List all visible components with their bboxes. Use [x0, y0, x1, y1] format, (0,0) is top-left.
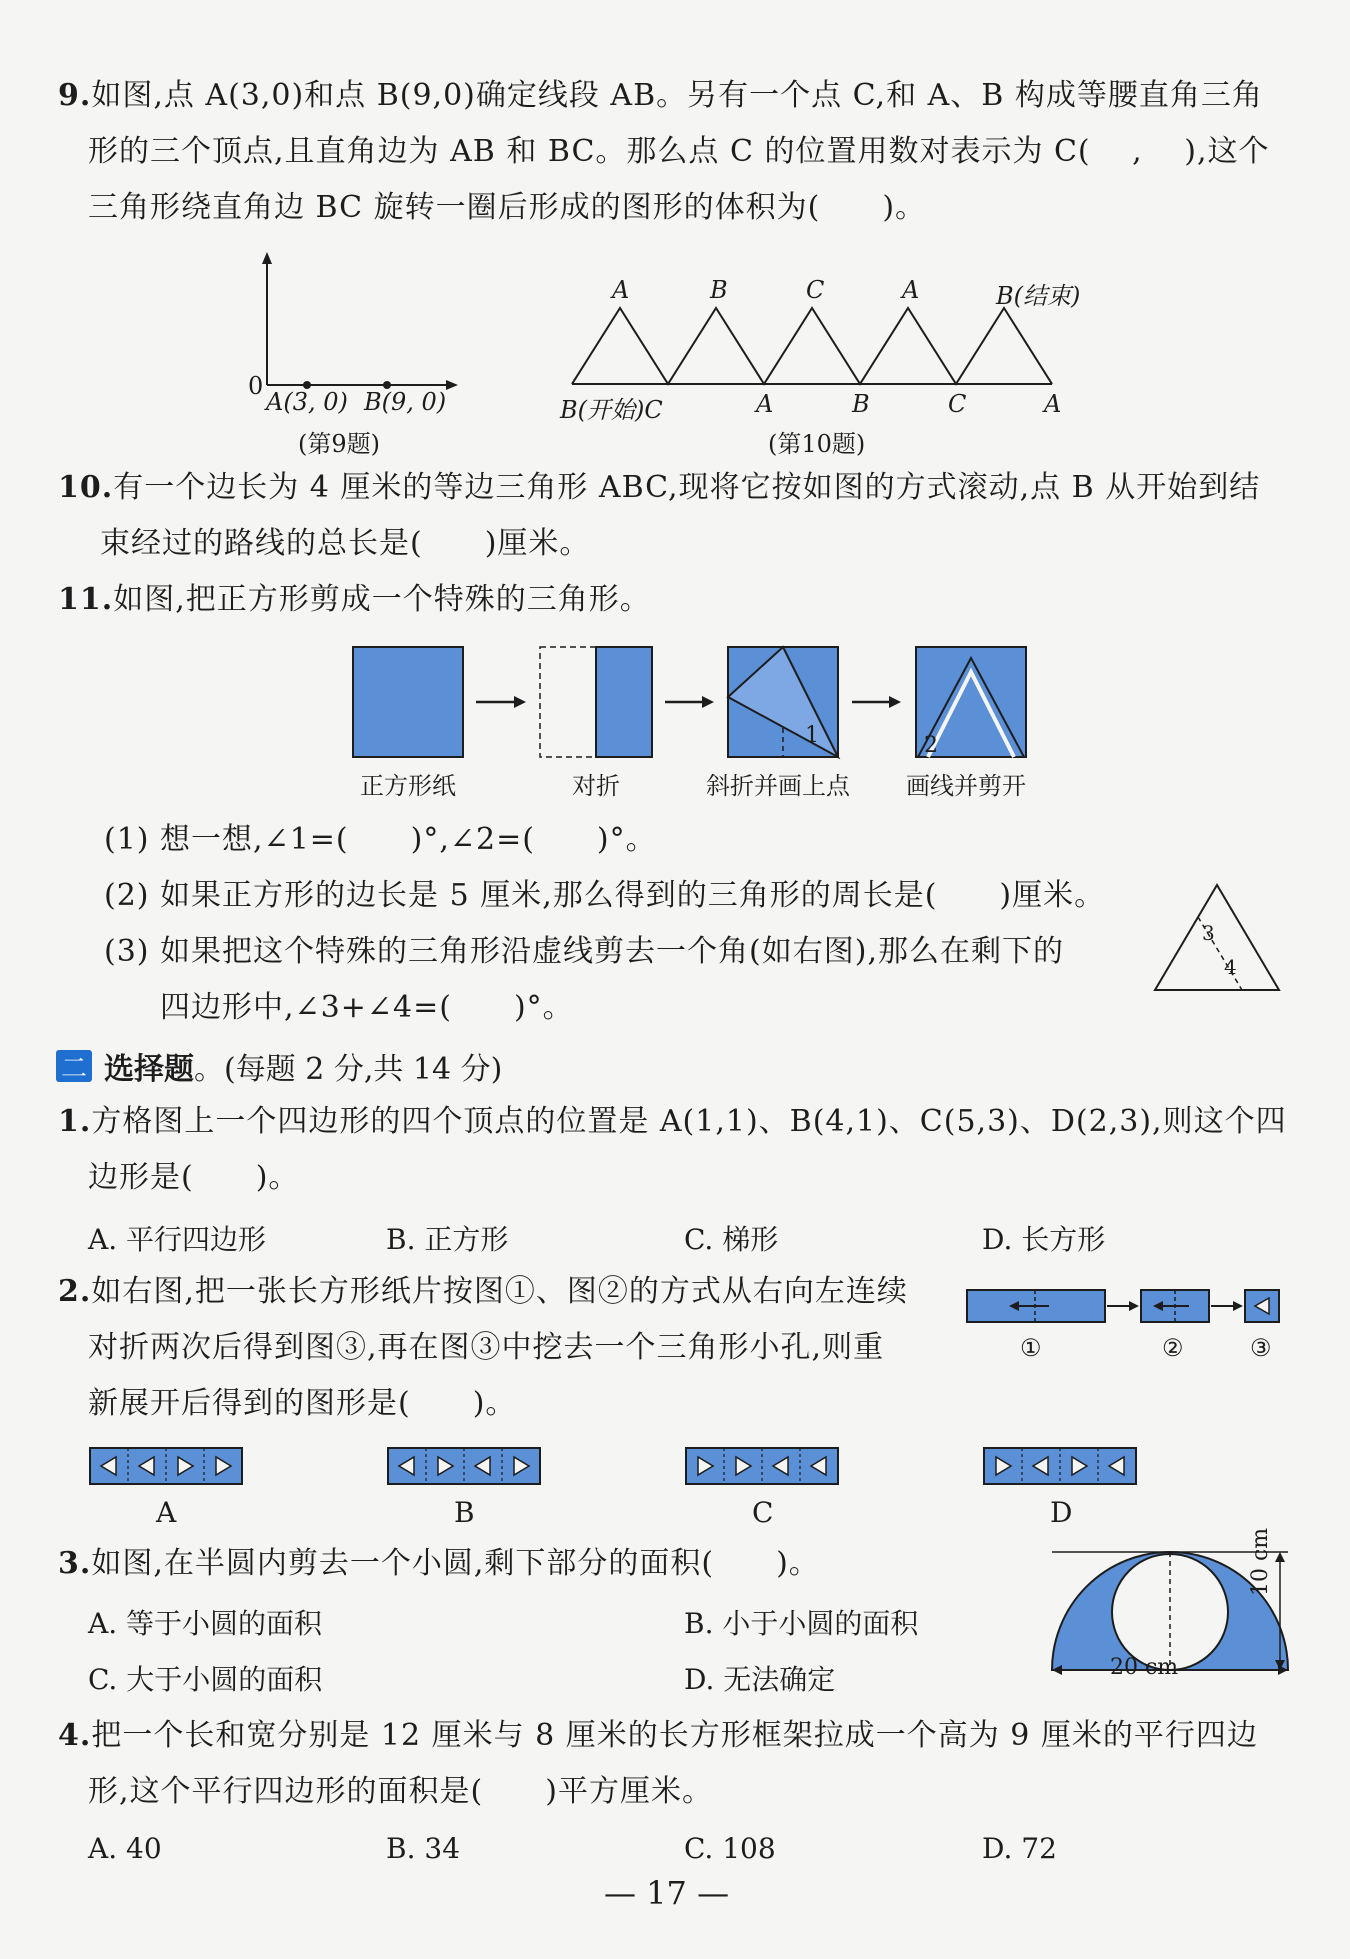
square-paper [353, 647, 463, 757]
fig10-top-5: B(结束) [996, 282, 1081, 310]
angle-3-label: 3 [1202, 921, 1215, 945]
c3-option-c[interactable]: C. 大于小圆的面积 [88, 1663, 323, 1696]
fig10-top-4: A [902, 276, 920, 304]
fig10-top-1: A [612, 276, 630, 304]
q11-line1 [58, 580, 651, 620]
q11-text-1: 如图,把正方形剪成一个特殊的三角形。 [113, 582, 651, 617]
fig9-label-b: B(9, 0) [364, 388, 447, 416]
c4-text-1: 把一个长和宽分别是 12 厘米与 8 厘米的长方形框架拉成一个高为 9 厘米的平行四边 [91, 1718, 1258, 1753]
angle-2-label: 2 [924, 733, 938, 758]
q9-number: 9. [58, 78, 92, 113]
q11-sub1: (1) 想一想,∠1=( )°,∠2=( )°。 [104, 822, 657, 857]
c2-option-strips [80, 1444, 1180, 1488]
c2-line1 [58, 1272, 908, 1312]
c2-fig-label-1: ① [1020, 1334, 1042, 1362]
c4-line2: 形,这个平行四边形的面积是( )平方厘米。 [88, 1774, 713, 1809]
c2-option-c[interactable]: C [752, 1496, 774, 1529]
page-number: — 17 — [604, 1874, 730, 1912]
fig10-bottom-1: B(开始)C [560, 396, 663, 424]
c2-fold-figure [965, 1286, 1285, 1328]
c4-line1 [58, 1716, 1258, 1756]
fig10-bottom-3: B [852, 390, 870, 418]
angle-1-label: 1 [805, 723, 819, 748]
q10-line2: 束经过的路线的总长是( )厘米。 [100, 526, 591, 561]
c2-option-b[interactable]: B [454, 1496, 475, 1529]
c3-height-label: 10 cm [1248, 1527, 1273, 1596]
c3-option-b[interactable]: B. 小于小圆的面积 [684, 1607, 919, 1640]
q11-sub3b: 四边形中,∠3+∠4=( )°。 [160, 990, 574, 1025]
c4-option-d[interactable]: D. 72 [982, 1832, 1057, 1865]
q9-line1 [58, 76, 1263, 116]
fig9-label-a: A(3, 0) [266, 388, 348, 416]
c3-line1 [58, 1544, 820, 1584]
c3-option-a[interactable]: A. 等于小圆的面积 [88, 1607, 323, 1640]
c1-line1 [58, 1102, 1287, 1142]
c2-line2: 对折两次后得到图③,再在图③中挖去一个三角形小孔,则重 [88, 1330, 885, 1365]
section-title: 选择题 [104, 1052, 194, 1087]
fig10-bottom-5: A [1044, 390, 1062, 418]
c2-line3: 新展开后得到的图形是( )。 [88, 1386, 517, 1421]
c2-option-strip-a[interactable] [90, 1448, 242, 1484]
c1-text-1: 方格图上一个四边形的四个顶点的位置是 A(1,1)、B(4,1)、C(5,3)、D(2,3),则这个四 [91, 1104, 1287, 1139]
c2-fig-label-2: ② [1162, 1334, 1184, 1362]
c1-number: 1. [58, 1104, 92, 1139]
q9-text-1: 如图,点 A(3,0)和点 B(9,0)确定线段 AB。另有一个点 C,和 A、B 构成等腰直角三角 [91, 78, 1263, 113]
q10-number: 10. [58, 470, 114, 505]
q9-line2: 形的三个顶点,且直角边为 AB 和 BC。那么点 C 的位置用数对表示为 C( , ),这个 [88, 134, 1270, 169]
c1-line2: 边形是( )。 [88, 1160, 300, 1195]
q11-sub2: (2) 如果正方形的边长是 5 厘米,那么得到的三角形的周长是( )厘米。 [104, 878, 1106, 913]
q11-sub3a: (3) 如果把这个特殊的三角形沿虚线剪去一个角(如右图),那么在剩下的 [104, 934, 1064, 969]
q11-cut-triangle [1150, 880, 1285, 995]
c1-option-b[interactable]: B. 正方形 [386, 1223, 509, 1256]
section-2-header [56, 1044, 502, 1088]
c4-option-b[interactable]: B. 34 [386, 1832, 461, 1865]
q10-line1 [58, 468, 1260, 508]
c4-option-a[interactable]: A. 40 [88, 1832, 162, 1865]
c3-option-d[interactable]: D. 无法确定 [684, 1663, 836, 1696]
section-badge: 二 [56, 1050, 92, 1082]
c2-option-strip-b[interactable] [388, 1448, 540, 1484]
c1-option-c[interactable]: C. 梯形 [684, 1223, 779, 1256]
fig9-caption: (第9题) [298, 430, 380, 458]
fig9-axes [240, 250, 470, 410]
c4-number: 4. [58, 1718, 92, 1753]
c4-option-c[interactable]: C. 108 [684, 1832, 776, 1865]
step-label-3: 斜折并画上点 [706, 772, 850, 800]
fig10-triangles [560, 300, 1070, 390]
fig10-caption: (第10题) [768, 430, 866, 458]
c1-option-d[interactable]: D. 长方形 [982, 1223, 1106, 1256]
c2-fig-label-3: ③ [1250, 1334, 1272, 1362]
fig10-top-3: C [806, 276, 825, 304]
q10-text-1: 有一个边长为 4 厘米的等边三角形 ABC,现将它按如图的方式滚动,点 B 从开始到结 [113, 470, 1261, 505]
fig10-bottom-4: C [948, 390, 967, 418]
fig10-bottom-2: A [756, 390, 774, 418]
c3-width-label: 20 cm [1110, 1655, 1179, 1680]
c2-option-strip-d[interactable] [984, 1448, 1136, 1484]
c2-text-1: 如右图,把一张长方形纸片按图①、图②的方式从右向左连续 [91, 1274, 908, 1309]
step-label-4: 画线并剪开 [906, 772, 1026, 800]
q11-number: 11. [58, 582, 114, 617]
q11-fold-sequence [350, 642, 1040, 762]
step-label-1: 正方形纸 [360, 772, 456, 800]
c3-number: 3. [58, 1546, 92, 1581]
q9-line3: 三角形绕直角边 BC 旋转一圈后形成的图形的体积为( )。 [88, 190, 927, 225]
c2-option-a[interactable]: A [156, 1496, 177, 1529]
c2-option-d[interactable]: D [1050, 1496, 1073, 1529]
step-label-2: 对折 [572, 772, 620, 800]
fig9-origin: 0 [248, 372, 264, 400]
folded-half [596, 647, 652, 757]
section-note: 。(每题 2 分,共 14 分) [194, 1052, 503, 1087]
c3-text-1: 如图,在半圆内剪去一个小圆,剩下部分的面积( )。 [91, 1546, 820, 1581]
c2-number: 2. [58, 1274, 92, 1309]
fig10-top-2: B [710, 276, 728, 304]
angle-4-label: 4 [1224, 955, 1237, 979]
c2-option-strip-c[interactable] [686, 1448, 838, 1484]
c1-option-a[interactable]: A. 平行四边形 [88, 1223, 267, 1256]
